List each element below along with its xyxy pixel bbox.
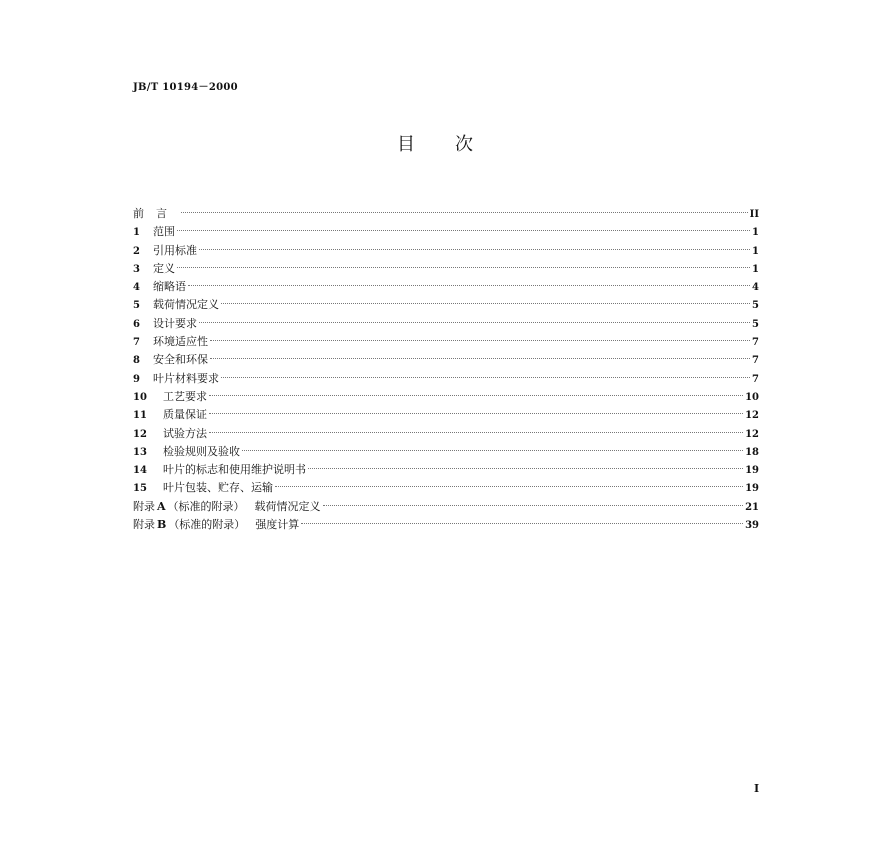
toc-entry-number: 3 xyxy=(133,263,140,275)
toc-entry-label: 检验规则及验收 xyxy=(163,444,240,458)
appendix-letter: B xyxy=(157,518,167,532)
toc-entry-label: 质量保证 xyxy=(163,408,207,422)
dot-leader xyxy=(188,285,750,286)
toc-entry-page: 1 xyxy=(752,263,759,275)
dot-leader xyxy=(221,377,750,378)
toc-entry-number: 7 xyxy=(133,337,140,349)
toc-entry-2[interactable] xyxy=(133,242,759,260)
toc-entry-page: 7 xyxy=(752,337,759,349)
appendix-note: （标准的附录） xyxy=(167,499,245,513)
toc-entry-label: 叶片包装、贮存、运输 xyxy=(163,481,273,495)
appendix-note: （标准的附录） xyxy=(168,518,246,532)
toc-entry-3[interactable] xyxy=(133,260,759,278)
toc-entry-7[interactable] xyxy=(133,333,759,351)
toc-entry-number: 11 xyxy=(133,410,147,422)
dot-leader xyxy=(177,230,750,231)
toc-entry-label: 叶片材料要求 xyxy=(153,371,219,385)
table-of-contents xyxy=(133,205,759,534)
toc-entry-page: 1 xyxy=(752,227,759,239)
page-number: I xyxy=(754,782,760,795)
dot-leader xyxy=(199,322,750,323)
dot-leader xyxy=(301,523,743,524)
toc-entry-number: 10 xyxy=(133,391,147,403)
toc-entry-page: 19 xyxy=(745,483,759,495)
toc-entry-page: 39 xyxy=(745,520,759,532)
dot-leader xyxy=(210,340,750,341)
toc-entry-page: 12 xyxy=(745,410,759,422)
dot-leader xyxy=(275,486,743,487)
toc-entry-label: 设计要求 xyxy=(153,316,197,330)
toc-entry-number: 6 xyxy=(133,318,140,330)
toc-entry-page: 1 xyxy=(752,245,759,257)
toc-entry-15[interactable] xyxy=(133,479,759,497)
toc-entry-number: 2 xyxy=(133,245,140,257)
toc-entry-number: 4 xyxy=(133,282,140,294)
toc-entry-number: 5 xyxy=(133,300,140,312)
toc-entry-label: 缩略语 xyxy=(153,280,186,294)
toc-entry-number: 15 xyxy=(133,483,147,495)
dot-leader xyxy=(210,358,750,359)
toc-entry-number: 8 xyxy=(133,355,140,367)
toc-entry-label: 试验方法 xyxy=(163,426,207,440)
toc-entry-label: 引用标准 xyxy=(153,243,197,257)
toc-entry-label: 安全和环保 xyxy=(153,353,208,367)
toc-entry-page: 5 xyxy=(752,318,759,330)
dot-leader xyxy=(181,212,748,213)
toc-entry-appendix-b[interactable] xyxy=(133,516,759,534)
toc-entry-8[interactable] xyxy=(133,351,759,369)
toc-entry-label: 强度计算 xyxy=(255,518,300,532)
toc-entry-number: 9 xyxy=(133,373,140,385)
toc-entry-page: 21 xyxy=(745,501,759,513)
toc-entry-label: 环境适应性 xyxy=(153,335,208,349)
toc-entry-1[interactable] xyxy=(133,223,759,241)
toc-entry-14[interactable] xyxy=(133,461,759,479)
toc-entry-page: II xyxy=(749,209,759,220)
toc-entry-number: 14 xyxy=(133,465,147,477)
toc-entry-label: 载荷情况定义 xyxy=(153,298,219,312)
toc-entry-page: 18 xyxy=(745,446,759,458)
toc-entry-label: 范围 xyxy=(153,225,175,239)
toc-entry-label: 前言 xyxy=(133,207,179,220)
toc-entry-appendix-a[interactable] xyxy=(133,498,759,516)
toc-entry-label: 定义 xyxy=(153,261,175,275)
dot-leader xyxy=(177,267,750,268)
document-code: JB/T 10194－2000 xyxy=(133,82,238,93)
dot-leader xyxy=(199,249,750,250)
dot-leader xyxy=(209,432,743,433)
toc-entry-label: 载荷情况定义 xyxy=(254,499,321,513)
toc-entry-number: 13 xyxy=(133,446,147,458)
appendix-prefix: 附录 xyxy=(133,518,155,532)
toc-entry-6[interactable] xyxy=(133,315,759,333)
dot-leader xyxy=(209,413,743,414)
toc-entry-label: 叶片的标志和使用维护说明书 xyxy=(163,463,306,477)
toc-entry-label: 工艺要求 xyxy=(163,389,207,403)
toc-entry-preface[interactable] xyxy=(133,205,759,223)
toc-entry-10[interactable] xyxy=(133,388,759,406)
toc-entry-13[interactable] xyxy=(133,443,759,461)
dot-leader xyxy=(242,450,743,451)
toc-entry-page: 7 xyxy=(752,373,759,385)
toc-entry-9[interactable] xyxy=(133,370,759,388)
page-title: 目次 xyxy=(397,134,513,155)
toc-entry-11[interactable] xyxy=(133,406,759,424)
dot-leader xyxy=(209,395,743,396)
dot-leader xyxy=(308,468,743,469)
appendix-prefix: 附录 xyxy=(133,499,155,513)
toc-entry-page: 5 xyxy=(752,300,759,312)
toc-entry-4[interactable] xyxy=(133,278,759,296)
toc-entry-5[interactable] xyxy=(133,296,759,314)
toc-entry-page: 12 xyxy=(745,428,759,440)
toc-entry-page: 4 xyxy=(752,282,759,294)
toc-entry-12[interactable] xyxy=(133,425,759,443)
toc-entry-page: 7 xyxy=(752,355,759,367)
toc-entry-number: 1 xyxy=(133,227,140,239)
toc-entry-page: 10 xyxy=(745,391,759,403)
dot-leader xyxy=(221,303,750,304)
dot-leader xyxy=(323,505,744,506)
appendix-letter: A xyxy=(157,499,166,513)
toc-entry-page: 19 xyxy=(745,465,759,477)
toc-entry-number: 12 xyxy=(133,428,147,440)
